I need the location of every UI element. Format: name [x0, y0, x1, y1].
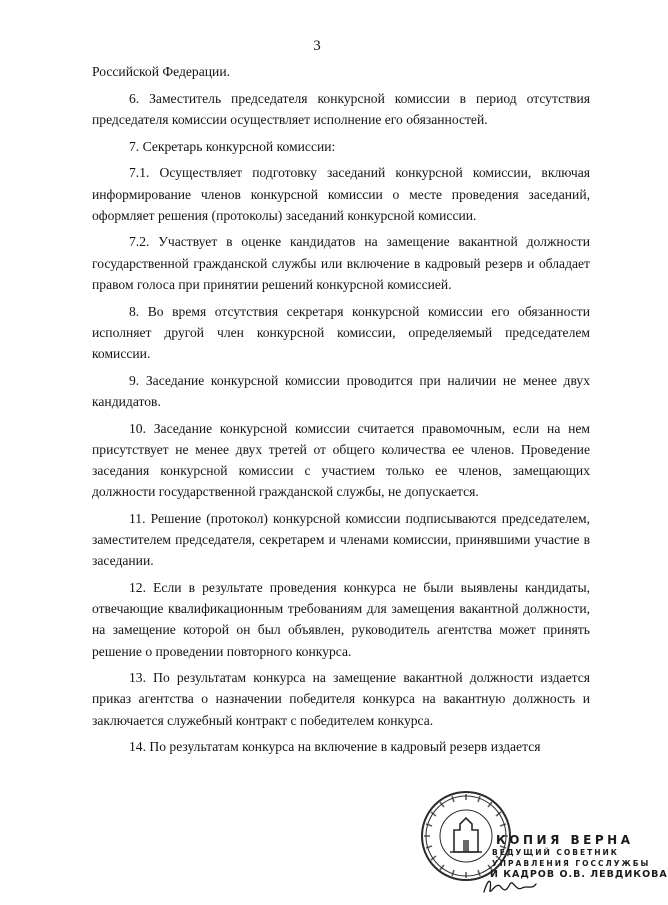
- copy-stamp-name: О.В. ЛЕВДИКОВА: [559, 869, 668, 880]
- paragraph-13: 13. По результатам конкурса на замещение вакантной должности издается приказ агентства о назначении победителя конкурса на вакантную должность и заключается служебный контракт с победителем конкурса.: [92, 670, 590, 728]
- paragraph-14: 14. По результатам конкурса на включение в кадровый резерв издается: [129, 739, 541, 755]
- paragraph-11: 11. Решение (протокол) конкурсной комиссии подписываются председателем, заместителем председателя, секретарем и членами комиссии, принявшими участие в заседании.: [92, 510, 590, 569]
- paragraph-6: 6. Заместитель председателя конкурсной комиссии в период отсутствия председателя комиссии осуществляет исполнение его обязанностей.: [92, 90, 590, 127]
- certification-stamp-area: [400, 790, 668, 905]
- paragraph-9: 9. Заседание конкурсной комиссии проводится при наличии не менее двух кандидатов.: [92, 372, 590, 409]
- paragraph-10: 10. Заседание конкурсной комиссии считается правомочным, если на нем присутствует не менее двух третей от общего количества ее членов. Проведение заседания конкурсной комиссии с участием только ее членов, замещающих должности государственной гражданской службы, не допускается.: [92, 420, 590, 500]
- page-number: 3: [313, 38, 321, 54]
- paragraph-7-2: 7.2. Участвует в оценке кандидатов на замещение вакантной должности государственной гражданской службы или включение в кадровый резерв и обладает правом голоса при принятии решений конкурсной комиссией.: [92, 234, 590, 292]
- copy-stamp-department: УПРАВЛЕНИЯ ГОССЛУЖБЫ: [492, 859, 651, 868]
- copy-stamp-department-end: И КАДРОВ: [490, 869, 556, 880]
- paragraph-7-1: 7.1. Осуществляет подготовку заседаний конкурсной комиссии, включая информирование членов конкурсной комиссии о месте проведения заседаний, оформляет решения (протоколы) заседаний конкурсной комиссии.: [92, 165, 590, 223]
- copy-stamp-position: ВЕДУЩИЙ СОВЕТНИК: [492, 848, 619, 857]
- paragraph-continuation: Российской Федерации.: [92, 64, 230, 79]
- paragraph-8: 8. Во время отсутствия секретаря конкурсной комиссии его обязанности исполняет другой член конкурсной комиссии, определяемый председателем комиссии.: [92, 303, 590, 361]
- copy-stamp-title: КОПИЯ ВЕРНА: [496, 833, 634, 847]
- document-body: [92, 61, 590, 763]
- handwritten-signature-icon: [480, 872, 540, 902]
- paragraph-12: 12. Если в результате проведения конкурса не были выявлены кандидаты, отвечающие квалификационным требованиям для замещения вакантной должности, на замещение которой он был объявлен, руководитель агентства может принять решение о проведении повторного конкурса.: [92, 579, 590, 659]
- paragraph-7: 7. Секретарь конкурсной комиссии:: [129, 138, 336, 154]
